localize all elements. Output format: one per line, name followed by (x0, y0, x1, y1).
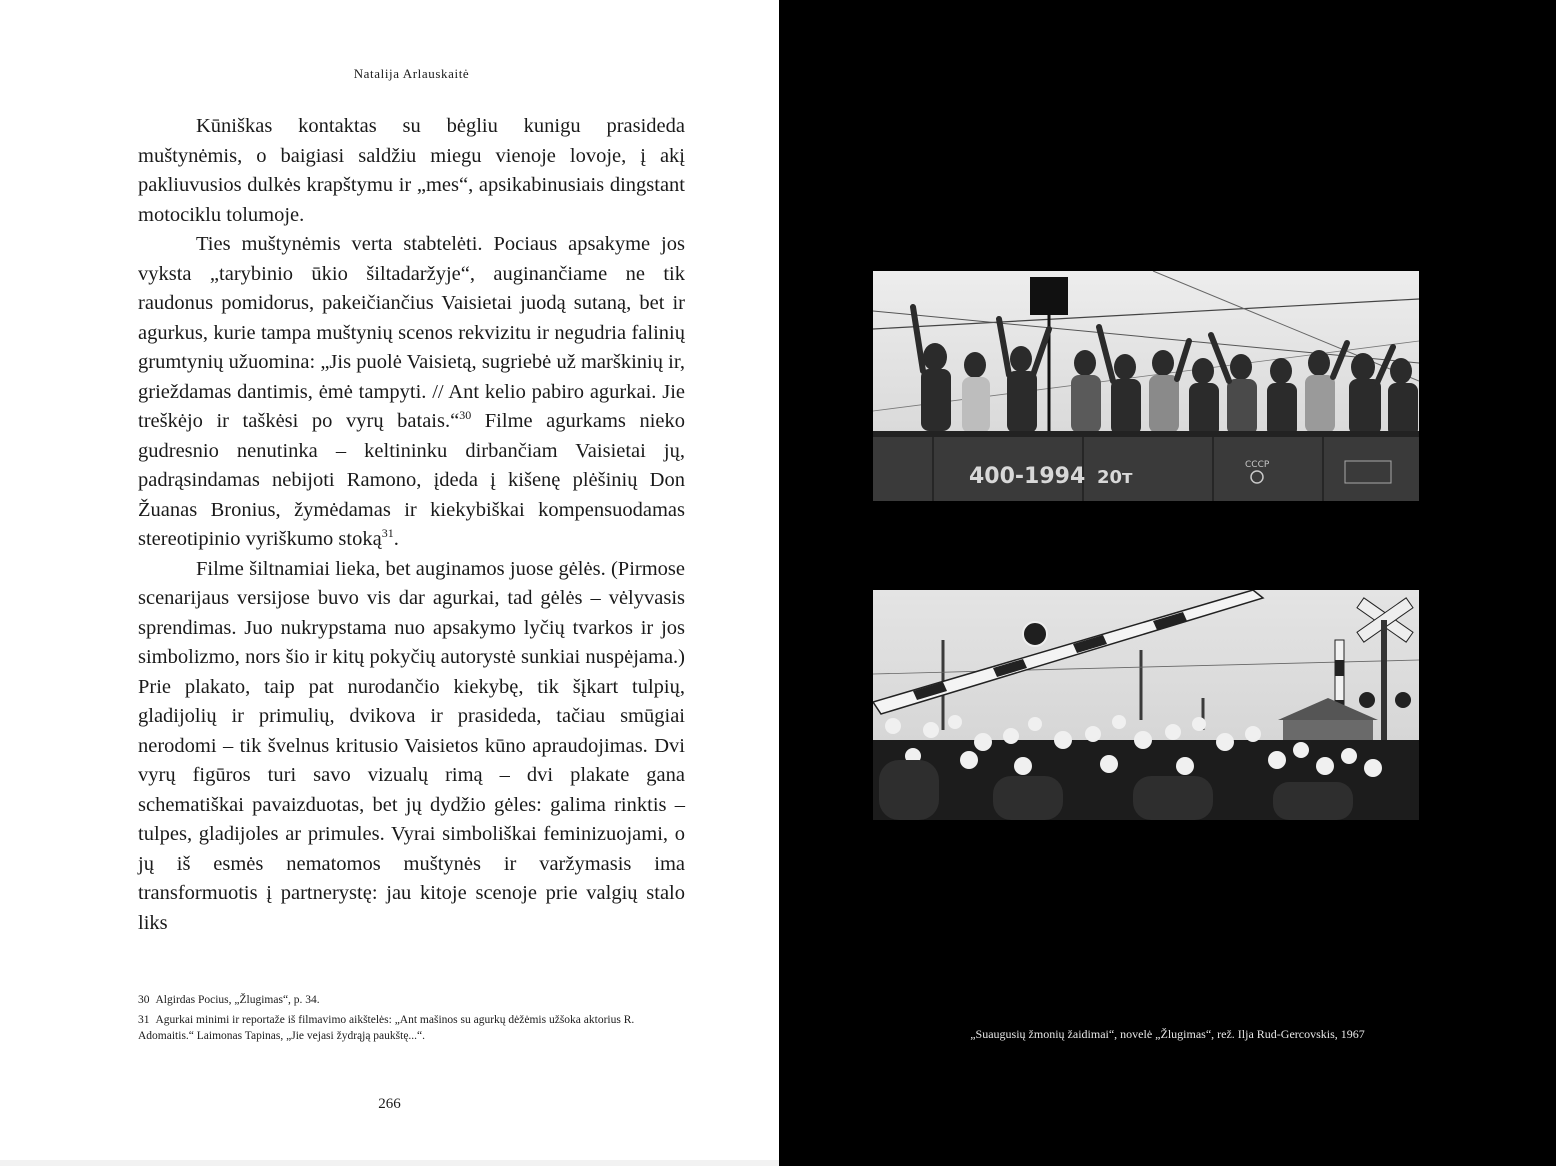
body-text (138, 112, 685, 938)
paragraph-3: Filme šiltnamiai lieka, bet auginamos juose gėlės. (Pirmose scenarijaus versijose buvo vis dar agurkai, tad gėlės – vėlyvasis sprendimas. Juo nukrypstama nuo apsakymo lyčių tvarkos ir jos simbolizmo, nors šio ir kitų pokyčių autorystė sunkiai nuspėjama.) Prie plakato, taip pat nurodančio kiekybę, tik šįkart tulpių, gladijolių ir primulių, dvikova ir prasideda, tačiau smūgiai nerodomi – tik švelnus kritusio Vaisietos kūno apraudojimas. Dvi vyrų figūros turi savo vizualų rimą – dvi plakate gana schematiškai pavaizduotas, bet jų dydžio gėles: galima rinktis – tulpes, gladijoles ar primules. Vyrai simboliškai feminizuojami, o jų iš esmės nematomos muštynės ir varžymasis ima transformuotis į partnerystę: jau kitoje scenoje prie valgių stalo liks (138, 557, 685, 934)
footnote-text: Agurkai minimi ir reportaže iš filmavimo aikštelės: „Ant mašinos su agurkų dėžėmis užšoka aktorius R. Adomaitis.“ Laimonas Tapinas, „Jie vejasi žydrąją paukštę...“. (138, 1014, 635, 1042)
footnote-ref-31[interactable]: 31 (381, 526, 394, 540)
paragraph-1: Kūniškas kontaktas su bėgliu kunigu prasideda muštynėmis, o baigiasi saldžiu miegu vienoje lovoje, į akį pakliuvusios dulkės krapštymu ir „mes“, apsikabinusiais dingstant motociklu tolumoje. (138, 115, 685, 226)
right-page (779, 0, 1556, 1166)
film-still-women-on-wagon (873, 271, 1419, 501)
page-number: 266 (378, 1096, 401, 1112)
footnote-text: Algirdas Pocius, „Žlugimas“, p. 34. (155, 994, 320, 1006)
film-still-motorcyclists-crossing (873, 590, 1419, 820)
wagon-tonnage: 20т (1097, 467, 1133, 488)
footnote-number: 31 (138, 1014, 150, 1026)
footnote-number: 30 (138, 994, 150, 1006)
wagon-emblem-text: CCCP (1245, 460, 1270, 470)
footnote-30 (138, 992, 685, 1008)
page-edge (0, 1160, 779, 1166)
paragraph-2 (138, 230, 685, 555)
paragraph-2-part-3: . (393, 528, 399, 550)
wagon-number: 400-1994 (969, 464, 1086, 489)
paragraph-2-part-2: Filme agurkams nieko gudresnio nenutinka – keltininku dirbančiam Vaisietai jų, padrąsindamas nebijoti Ramono, įdeda į kišenę plėšinių Don Žuanas Bronius, žymėdamas ir kiekybiškai kompensuodamas stereotipinio vyriškumo stoką (138, 410, 685, 550)
footnote-31 (138, 1012, 685, 1044)
paragraph-2-part-1: Ties muštynėmis verta stabtelėti. Pociaus apsakyme jos vyksta „tarybinio ūkio šiltadaržyje“, auginančiame ne tik raudonus pomidorus, pakeičiančius Vaisietai juodą sutaną, bet ir agurkus, kurie tampa muštynių scenos rekvizitu ir negudria falinių grumtynių užuomina: „Jis puolė Vaisietą, sugriebė už marškinių ir, grieždamas dantimis, ėmė tampyti. // Ant kelio pabiro agurkai. Jie treškėjo ir taškėsi po vyrų batais.“ (138, 233, 685, 432)
footnotes (138, 992, 685, 1048)
figure-caption: „Suaugusių žmonių žaidimai“, novelė „Žlugimas“, rež. Ilja Rud-Gercovskis, 1967 (970, 1027, 1365, 1041)
running-head: Natalija Arlauskaitė (353, 66, 470, 81)
footnote-ref-30[interactable]: 30 (459, 408, 472, 422)
